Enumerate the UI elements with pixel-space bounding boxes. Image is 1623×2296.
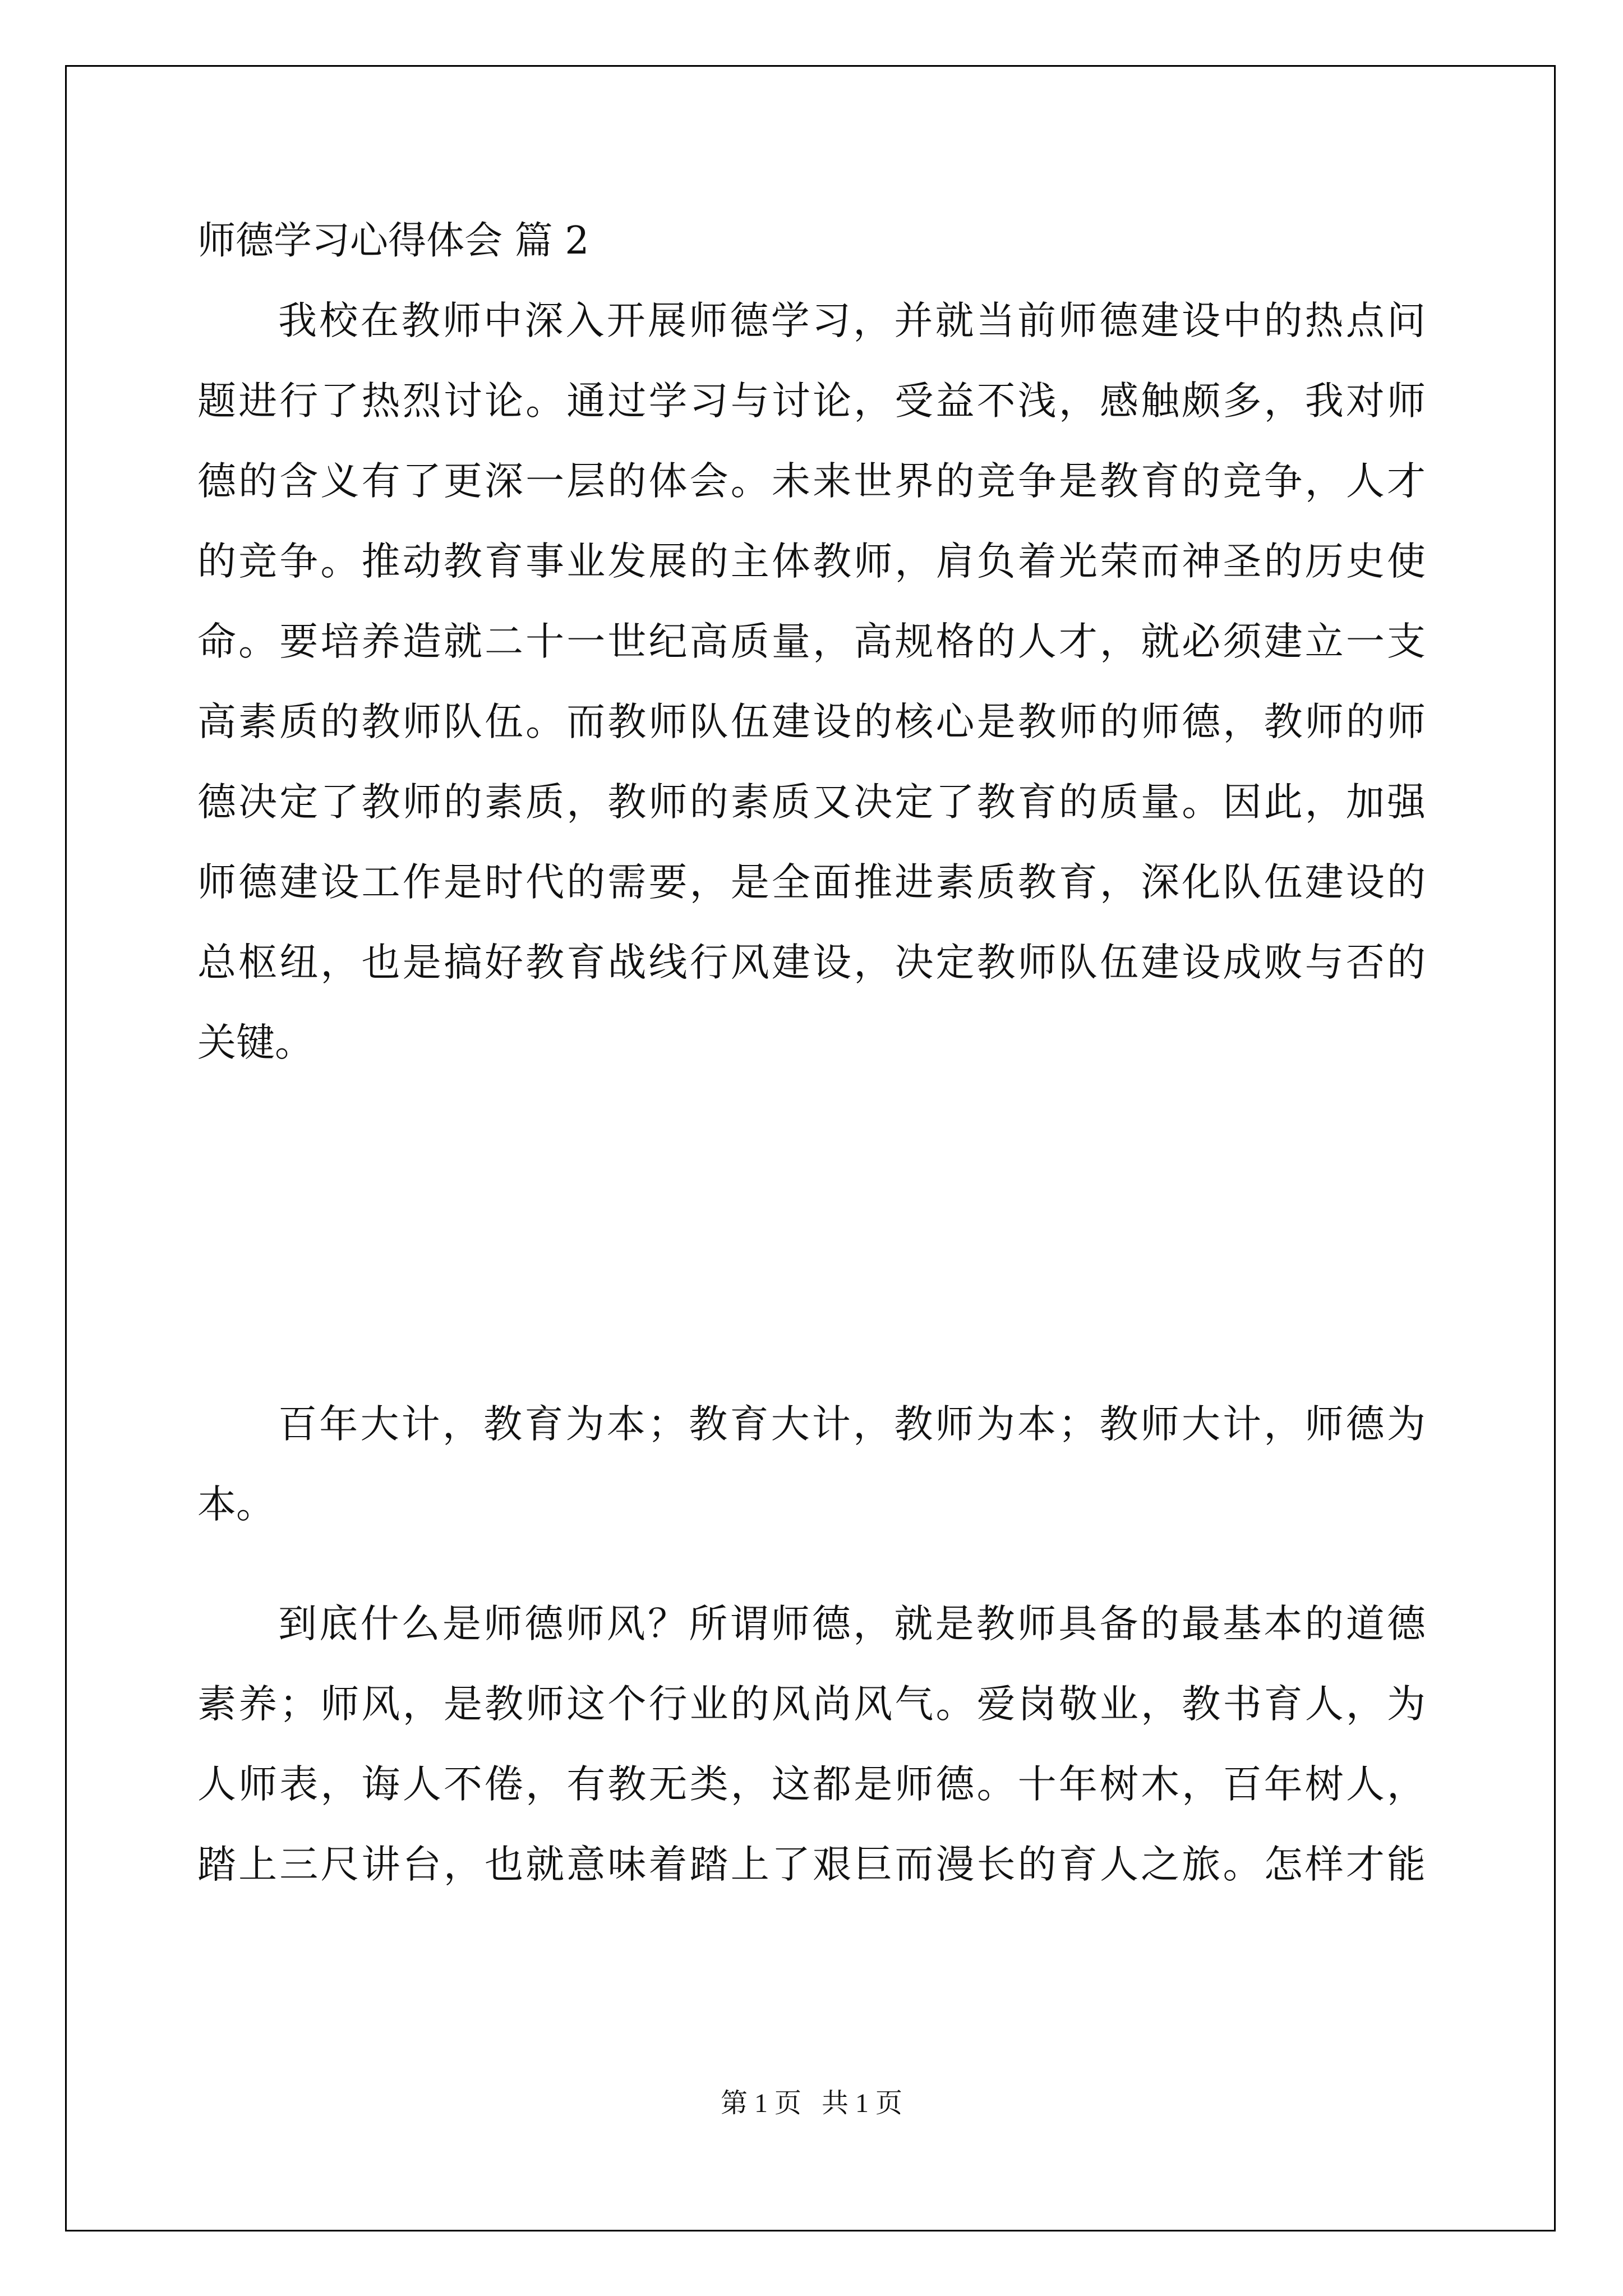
paragraph-1-line-4: 的竞争。推动教育事业发展的主体教师，肩负着光荣而神圣的历史使 bbox=[197, 539, 1426, 584]
document-title: 师德学习心得体会 篇 2 bbox=[197, 219, 589, 263]
paragraph-1-line-1: 我校在教师中深入开展师德学习，并就当前师德建设中的热点问 bbox=[278, 298, 1426, 343]
paragraph-3-line-3: 人师表，诲人不倦，有教无类，这都是师德。十年树木，百年树人， bbox=[197, 1762, 1426, 1807]
paragraph-1-line-10: 关键。 bbox=[197, 1020, 313, 1065]
paragraph-3-line-2: 素养；师风，是教师这个行业的风尚风气。爱岗敬业，教书育人，为 bbox=[197, 1682, 1426, 1727]
paragraph-2-line-1: 百年大计，教育为本；教育大计，教师为本；教师大计，师德为 bbox=[278, 1402, 1426, 1447]
paragraph-1-line-6: 高素质的教师队伍。而教师队伍建设的核心是教师的师德，教师的师 bbox=[197, 700, 1426, 744]
page-footer: 第 1 页 共 1 页 bbox=[720, 2088, 902, 2118]
paragraph-2-line-2: 本。 bbox=[197, 1482, 275, 1527]
paragraph-1-line-8: 师德建设工作是时代的需要，是全面推进素质教育，深化队伍建设的 bbox=[197, 860, 1426, 905]
paragraph-1-line-9: 总枢纽，也是搞好教育战线行风建设，决定教师队伍建设成败与否的 bbox=[197, 940, 1426, 985]
paragraph-3-line-4: 踏上三尺讲台，也就意味着踏上了艰巨而漫长的育人之旅。怎样才能 bbox=[197, 1842, 1426, 1887]
paragraph-1-line-2: 题进行了热烈讨论。通过学习与讨论，受益不浅，感触颇多，我对师 bbox=[197, 379, 1426, 424]
paragraph-1-line-3: 德的含义有了更深一层的体会。未来世界的竞争是教育的竞争，人才 bbox=[197, 459, 1426, 504]
paragraph-1-line-7: 德决定了教师的素质，教师的素质又决定了教育的质量。因此，加强 bbox=[197, 780, 1426, 825]
paragraph-1-line-5: 命。要培养造就二十一世纪高质量，高规格的人才，就必须建立一支 bbox=[197, 619, 1426, 664]
paragraph-3-line-1: 到底什么是师德师风？所谓师德，就是教师具备的最基本的道德 bbox=[278, 1602, 1426, 1646]
